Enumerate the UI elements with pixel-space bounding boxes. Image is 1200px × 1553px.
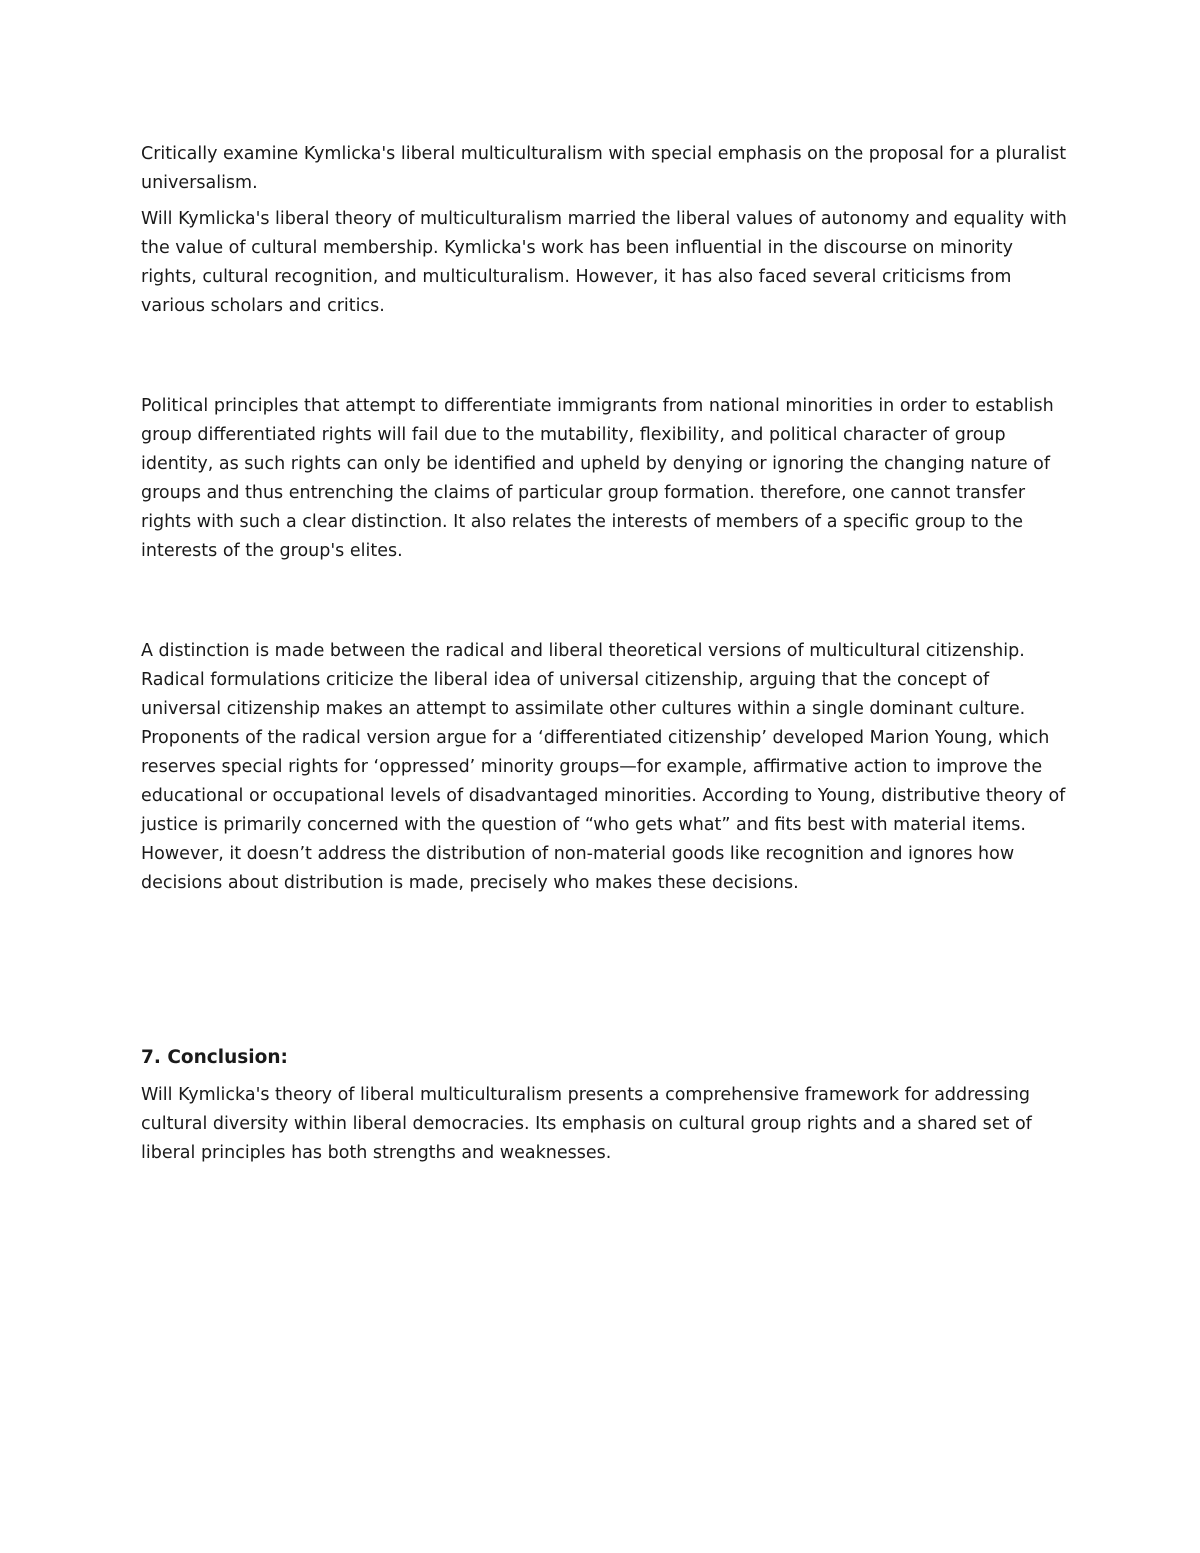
paragraph-distinction: A distinction is made between the radical and liberal theoretical versions of multicultural citizenship. Radical formulations criticize the liberal idea of universal citizenship, arguing that the concept of universal citizenship makes an attempt to assimilate other cultures within a single dominant culture. Proponents of the radical version argue for a ‘differentiated citizenship’ developed Marion Young, which reserves special rights for ‘oppressed’ minority groups—for example, affirmative action to improve the educational or occupational levels of disadvantaged minorities. According to Young, distributive theory of justice is primarily concerned with the question of “who gets what” and fits best with material items. However, it doesn’t address the distribution of non-material goods like recognition and ignores how decisions about distribution is made, precisely who makes these decisions. — [141, 641, 1066, 893]
paragraph-political-principles: Political principles that attempt to differentiate immigrants from national minorities in order to establish group differentiated rights will fail due to the mutability, flexibility, and political character of group identity, as such rights can only be identified and upheld by denying or ignoring the changing nature of groups and thus entrenching the claims of particular group formation. therefore, one cannot transfer rights with such a clear distinction. It also relates the interests of members of a specific group to the interests of the group's elites. — [141, 396, 1054, 561]
essay-question: Critically examine Kymlicka's liberal multiculturalism with special emphasis on the proposal for a pluralist universalism. — [141, 144, 1067, 193]
paragraph-intro: Will Kymlicka's liberal theory of multiculturalism married the liberal values of autonomy and equality with the value of cultural membership. Kymlicka's work has been influential in the discourse on minority rights, cultural recognition, and multiculturalism. However, it has also faced several criticisms from various scholars and critics. — [141, 209, 1067, 316]
conclusion-heading: 7. Conclusion: — [141, 1047, 288, 1068]
document-body — [141, 140, 1071, 1168]
conclusion-paragraph: Will Kymlicka's theory of liberal multiculturalism presents a comprehensive framework for addressing cultural diversity within liberal democracies. Its emphasis on cultural group rights and a shared set of liberal principles has both strengths and weaknesses. — [141, 1085, 1032, 1163]
